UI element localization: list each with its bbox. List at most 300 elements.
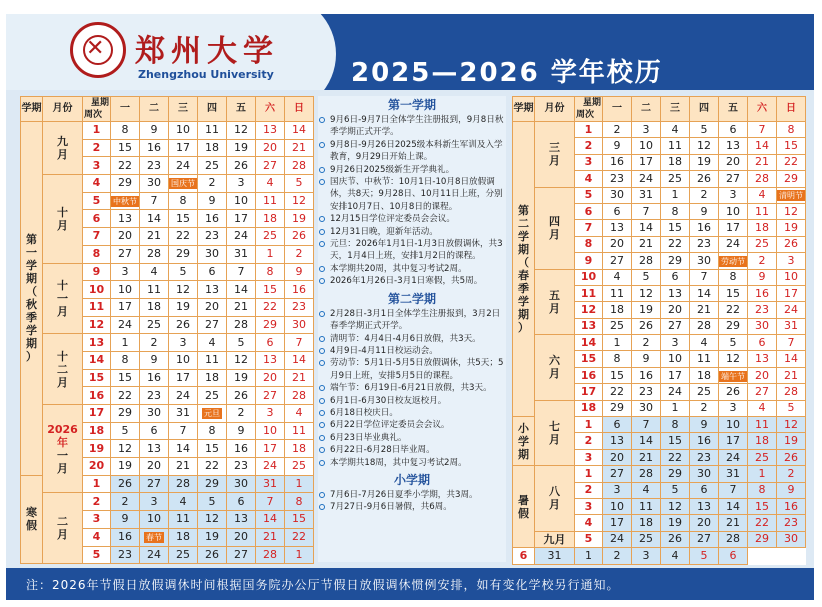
day-cell: 21 (285, 139, 314, 157)
day-cell: 9 (603, 138, 632, 154)
day-cell: 7 (632, 203, 661, 219)
day-cell: 6 (661, 269, 690, 285)
day-cell: 16 (690, 220, 719, 236)
day-cell: 11 (285, 422, 314, 440)
day-cell: 22 (661, 449, 690, 465)
day-cell: 9 (690, 203, 719, 219)
day-cell: 8 (777, 122, 806, 138)
day-cell: 20 (198, 298, 227, 316)
day-cell: 6 (719, 122, 748, 138)
day-cell: 3 (111, 263, 140, 281)
day-cell: 13 (111, 210, 140, 228)
day-cell: 20 (140, 458, 169, 476)
weekday-header: 六 (256, 97, 285, 122)
day-cell: 15 (111, 369, 140, 387)
day-cell: 25 (198, 387, 227, 405)
day-cell: 6 (227, 493, 256, 511)
day-cell: 6 (603, 417, 632, 433)
day-cell: 25 (748, 449, 777, 465)
day-cell: 24 (603, 531, 632, 547)
day-cell: 11 (198, 122, 227, 140)
day-cell: 5 (111, 422, 140, 440)
day-cell: 27 (690, 531, 719, 547)
day-cell: 24 (719, 236, 748, 252)
note-item: 清明节：4月4日-4月6日放假，共3天。 (318, 333, 506, 345)
day-cell: 26 (227, 387, 256, 405)
month-label: 十 二 月 (43, 334, 83, 405)
week-number: 5 (575, 187, 603, 203)
week-number: 3 (83, 511, 111, 529)
day-cell: 13 (603, 220, 632, 236)
day-cell: 26 (227, 157, 256, 175)
note-item: 9月26日2025级新生开学典礼。 (318, 164, 506, 176)
month-label: 六 月 (535, 335, 575, 401)
notes-heading: 小学期 (393, 472, 430, 487)
day-cell: 8 (603, 351, 632, 367)
day-cell: 5 (719, 335, 748, 351)
day-cell: 22 (661, 236, 690, 252)
month-label: 二 月 (43, 493, 83, 564)
day-cell: 1 (111, 334, 140, 352)
day-cell: 4 (748, 187, 777, 203)
day-cell: 4 (140, 263, 169, 281)
holiday-cell (140, 528, 169, 546)
day-cell: 21 (632, 449, 661, 465)
day-cell: 1 (575, 548, 603, 564)
day-cell: 28 (748, 171, 777, 187)
day-cell: 31 (227, 245, 256, 263)
weekday-header: 一 (111, 97, 140, 122)
day-cell: 1 (285, 546, 314, 564)
holiday-tag: 元旦 (204, 409, 220, 419)
day-cell: 11 (169, 511, 198, 529)
week-row (21, 122, 314, 140)
day-cell: 5 (169, 263, 198, 281)
note-item: 6月1日-6月30日校友返校月。 (318, 395, 506, 407)
note-item: 12月15日学位评定委员会会议。 (318, 213, 506, 225)
day-cell: 13 (719, 138, 748, 154)
day-cell: 27 (227, 546, 256, 564)
week-number: 15 (83, 369, 111, 387)
day-cell: 6 (719, 548, 748, 564)
page-title: 2025—2026 学年校历 (351, 58, 663, 88)
day-cell: 5 (632, 269, 661, 285)
day-cell: 9 (198, 192, 227, 210)
day-cell: 14 (256, 511, 285, 529)
week-row (513, 400, 806, 416)
notes-list (318, 308, 506, 469)
day-cell: 28 (285, 157, 314, 175)
note-item: 7月6日-7月26日夏季小学期，共3周。 (318, 489, 506, 501)
day-cell: 1 (603, 335, 632, 351)
day-cell: 12 (111, 440, 140, 458)
day-cell: 27 (748, 384, 777, 400)
day-cell: 7 (777, 335, 806, 351)
day-cell: 17 (777, 285, 806, 301)
day-cell: 15 (111, 139, 140, 157)
month-label: 十 月 (43, 175, 83, 263)
week-number: 16 (575, 367, 603, 383)
month-label: 七 月 (535, 400, 575, 466)
note-item: 2月28日-3月1日全体学生注册报到，3月2日春季学期正式开学。 (318, 308, 506, 333)
day-cell: 15 (603, 367, 632, 383)
month-header: 月份 (43, 97, 83, 122)
week-number: 6 (575, 203, 603, 219)
holiday-tag: 国庆节 (171, 179, 195, 189)
day-cell: 3 (632, 122, 661, 138)
day-cell: 17 (227, 210, 256, 228)
day-cell: 20 (603, 236, 632, 252)
day-cell: 27 (661, 318, 690, 334)
week-header: 星期 周次 (576, 98, 601, 120)
second-semester-calendar (512, 96, 806, 565)
weekday-header: 二 (632, 97, 661, 122)
day-cell: 11 (198, 351, 227, 369)
notes-list (318, 489, 506, 514)
day-cell: 24 (661, 384, 690, 400)
day-cell: 4 (603, 269, 632, 285)
note-item: 12月31日晚，迎新年活动。 (318, 226, 506, 238)
notes-heading: 第一学期 (387, 98, 436, 112)
week-number: 14 (83, 351, 111, 369)
university-name-cn: 郑州大学 (135, 34, 279, 69)
day-cell: 30 (632, 400, 661, 416)
day-cell: 2 (285, 245, 314, 263)
week-number: 2 (575, 433, 603, 449)
day-cell: 21 (285, 369, 314, 387)
day-cell: 21 (748, 154, 777, 170)
day-cell: 19 (169, 298, 198, 316)
day-cell: 20 (690, 515, 719, 531)
day-cell: 3 (719, 187, 748, 203)
day-cell: 10 (169, 351, 198, 369)
day-cell: 19 (111, 458, 140, 476)
day-cell: 17 (169, 139, 198, 157)
day-cell: 8 (111, 122, 140, 140)
day-cell: 28 (285, 387, 314, 405)
day-cell: 10 (719, 417, 748, 433)
day-cell: 15 (661, 220, 690, 236)
week-number: 15 (575, 351, 603, 367)
day-cell: 24 (256, 458, 285, 476)
day-cell: 28 (719, 531, 748, 547)
day-cell: 31 (169, 405, 198, 423)
day-cell: 29 (198, 475, 227, 493)
day-cell: 30 (748, 318, 777, 334)
day-cell: 25 (632, 531, 661, 547)
day-cell: 2 (111, 493, 140, 511)
week-number: 1 (575, 417, 603, 433)
day-cell: 3 (256, 405, 285, 423)
day-cell: 16 (111, 528, 140, 546)
day-cell: 23 (227, 458, 256, 476)
day-cell: 24 (777, 302, 806, 318)
university-logo-icon (70, 22, 126, 78)
day-cell: 16 (140, 369, 169, 387)
day-cell: 27 (256, 157, 285, 175)
day-cell: 31 (535, 548, 575, 564)
note-item: 6月18日校庆日。 (318, 407, 506, 419)
week-number: 13 (83, 334, 111, 352)
day-cell: 9 (777, 482, 806, 498)
day-cell: 17 (603, 515, 632, 531)
day-cell: 31 (632, 187, 661, 203)
notes-list (318, 114, 506, 288)
day-cell: 23 (198, 228, 227, 246)
day-cell: 21 (256, 528, 285, 546)
day-cell: 18 (140, 298, 169, 316)
day-cell: 9 (227, 422, 256, 440)
weekday-header: 五 (227, 97, 256, 122)
day-cell: 14 (777, 351, 806, 367)
day-cell: 22 (256, 298, 285, 316)
day-cell: 27 (111, 245, 140, 263)
day-cell: 25 (285, 458, 314, 476)
week-number: 5 (83, 546, 111, 564)
week-row (21, 405, 314, 423)
day-cell: 12 (227, 351, 256, 369)
holiday-cell (719, 367, 748, 383)
term-label: 第 一 学 期 （ 秋 季 学 期 ） (21, 122, 43, 476)
day-cell: 19 (198, 528, 227, 546)
day-cell: 5 (690, 122, 719, 138)
day-cell: 29 (748, 531, 777, 547)
day-cell: 11 (690, 351, 719, 367)
day-cell: 10 (111, 281, 140, 299)
holiday-tag: 春节 (146, 533, 162, 543)
day-cell: 15 (169, 210, 198, 228)
day-cell: 23 (140, 157, 169, 175)
notes-heading: 第二学期 (387, 291, 436, 306)
day-cell: 16 (632, 367, 661, 383)
day-cell: 15 (256, 281, 285, 299)
day-cell: 18 (661, 154, 690, 170)
week-row (21, 493, 314, 511)
day-cell: 17 (632, 154, 661, 170)
day-cell: 8 (169, 192, 198, 210)
day-cell: 16 (198, 210, 227, 228)
day-cell: 26 (777, 449, 806, 465)
day-cell: 20 (111, 228, 140, 246)
day-cell: 28 (227, 316, 256, 334)
day-cell: 4 (256, 175, 285, 193)
day-cell: 12 (777, 417, 806, 433)
day-cell: 22 (198, 458, 227, 476)
day-cell: 21 (169, 458, 198, 476)
day-cell: 1 (748, 466, 777, 482)
week-number: 3 (83, 157, 111, 175)
day-cell: 21 (632, 236, 661, 252)
day-cell: 21 (690, 302, 719, 318)
week-number: 18 (575, 400, 603, 416)
week-number: 10 (575, 269, 603, 285)
day-cell: 24 (227, 228, 256, 246)
day-cell: 7 (632, 417, 661, 433)
day-cell: 9 (140, 351, 169, 369)
day-cell: 18 (285, 440, 314, 458)
day-cell: 3 (227, 175, 256, 193)
day-cell: 4 (198, 334, 227, 352)
day-cell: 13 (603, 433, 632, 449)
week-number: 3 (575, 154, 603, 170)
day-cell: 31 (777, 318, 806, 334)
day-cell: 4 (748, 400, 777, 416)
day-cell: 10 (140, 511, 169, 529)
day-cell: 6 (690, 482, 719, 498)
day-cell: 31 (719, 466, 748, 482)
day-cell: 22 (169, 228, 198, 246)
note-item: 7月27日-9月6日暑假，共6周。 (318, 501, 506, 513)
day-cell: 30 (140, 175, 169, 193)
day-cell: 24 (632, 171, 661, 187)
day-cell: 4 (690, 335, 719, 351)
week-header: 星期 周次 (84, 98, 109, 120)
day-cell: 7 (748, 122, 777, 138)
day-cell: 29 (661, 466, 690, 482)
day-cell: 1 (661, 187, 690, 203)
day-cell: 26 (661, 531, 690, 547)
week-number: 5 (575, 531, 603, 547)
day-cell: 25 (748, 236, 777, 252)
day-cell: 28 (256, 546, 285, 564)
day-cell: 14 (632, 433, 661, 449)
week-row (513, 548, 806, 564)
term-header: 学期 (21, 97, 43, 122)
day-cell: 13 (690, 498, 719, 514)
weekday-header: 三 (661, 97, 690, 122)
day-cell: 27 (719, 171, 748, 187)
note-item: 9月6日-9月7日全体学生注册报到，9月8日秋季学期正式开学。 (318, 114, 506, 139)
day-cell: 1 (256, 245, 285, 263)
day-cell: 19 (227, 139, 256, 157)
week-number: 3 (575, 498, 603, 514)
day-cell: 24 (719, 449, 748, 465)
day-cell: 8 (748, 482, 777, 498)
weekday-header: 五 (719, 97, 748, 122)
day-cell: 30 (690, 253, 719, 269)
month-label: 十 一 月 (43, 263, 83, 334)
day-cell: 3 (169, 334, 198, 352)
day-cell: 21 (227, 298, 256, 316)
day-cell: 22 (111, 157, 140, 175)
holiday-cell (111, 192, 140, 210)
day-cell: 21 (777, 367, 806, 383)
day-cell: 17 (719, 433, 748, 449)
day-cell: 2 (690, 187, 719, 203)
day-cell: 28 (690, 318, 719, 334)
week-number: 10 (83, 281, 111, 299)
day-cell: 5 (777, 400, 806, 416)
week-row (513, 269, 806, 285)
day-cell: 9 (111, 511, 140, 529)
holiday-tag: 劳动节 (721, 256, 745, 266)
day-cell: 6 (603, 203, 632, 219)
day-cell: 9 (690, 417, 719, 433)
day-cell: 13 (256, 122, 285, 140)
day-cell: 15 (285, 511, 314, 529)
day-cell: 30 (690, 466, 719, 482)
day-cell: 25 (256, 228, 285, 246)
day-cell: 23 (603, 171, 632, 187)
day-cell: 26 (777, 236, 806, 252)
day-cell: 19 (227, 369, 256, 387)
day-cell: 12 (198, 511, 227, 529)
day-cell: 8 (661, 203, 690, 219)
day-cell: 18 (256, 210, 285, 228)
day-cell: 8 (719, 269, 748, 285)
week-row (21, 175, 314, 193)
day-cell: 19 (661, 515, 690, 531)
day-cell: 22 (748, 515, 777, 531)
week-row (21, 334, 314, 352)
day-cell: 30 (603, 187, 632, 203)
day-cell: 22 (285, 528, 314, 546)
day-cell: 25 (198, 157, 227, 175)
holiday-tag: 中秋节 (113, 197, 137, 207)
day-cell: 27 (256, 387, 285, 405)
note-item: 国庆节、中秋节：10月1日-10月8日放假调休，共8天；9月28日、10月11日上班，分别安排10月7日、10月8日的课程。 (318, 176, 506, 213)
week-number: 7 (83, 228, 111, 246)
day-cell: 10 (603, 498, 632, 514)
notes-panel (318, 96, 506, 562)
header-banner (6, 14, 814, 90)
day-cell: 4 (661, 122, 690, 138)
week-number: 1 (83, 122, 111, 140)
week-number: 6 (83, 210, 111, 228)
day-cell: 24 (140, 546, 169, 564)
holiday-cell (169, 175, 198, 193)
day-cell: 5 (227, 334, 256, 352)
day-cell: 26 (198, 546, 227, 564)
day-cell: 26 (719, 384, 748, 400)
day-cell: 20 (661, 302, 690, 318)
day-cell: 21 (719, 515, 748, 531)
month-header: 月份 (535, 97, 575, 122)
day-cell: 28 (632, 466, 661, 482)
week-number: 4 (83, 528, 111, 546)
note-item: 劳动节：5月1日-5月5日放假调休，共5天；5月9日上班，安排5月5日的课程。 (318, 357, 506, 382)
week-number: 11 (575, 285, 603, 301)
day-cell: 7 (169, 422, 198, 440)
day-cell: 7 (256, 493, 285, 511)
week-number: 11 (83, 298, 111, 316)
first-semester-calendar (20, 96, 314, 564)
week-number: 1 (575, 466, 603, 482)
day-cell: 27 (198, 316, 227, 334)
day-cell: 20 (227, 528, 256, 546)
day-cell: 14 (719, 498, 748, 514)
day-cell: 15 (777, 138, 806, 154)
day-cell: 28 (169, 475, 198, 493)
day-cell: 28 (140, 245, 169, 263)
day-cell: 4 (285, 405, 314, 423)
day-cell: 17 (169, 369, 198, 387)
term-label: 寒 假 (21, 475, 43, 563)
day-cell: 18 (169, 528, 198, 546)
week-row (513, 187, 806, 203)
day-cell: 11 (140, 281, 169, 299)
week-number: 12 (575, 302, 603, 318)
day-cell: 20 (748, 367, 777, 383)
day-cell: 30 (285, 316, 314, 334)
week-number: 1 (575, 122, 603, 138)
day-cell: 21 (140, 228, 169, 246)
day-cell: 27 (603, 466, 632, 482)
day-cell: 26 (111, 475, 140, 493)
day-cell: 2 (690, 400, 719, 416)
day-cell: 18 (632, 515, 661, 531)
day-cell: 6 (140, 422, 169, 440)
